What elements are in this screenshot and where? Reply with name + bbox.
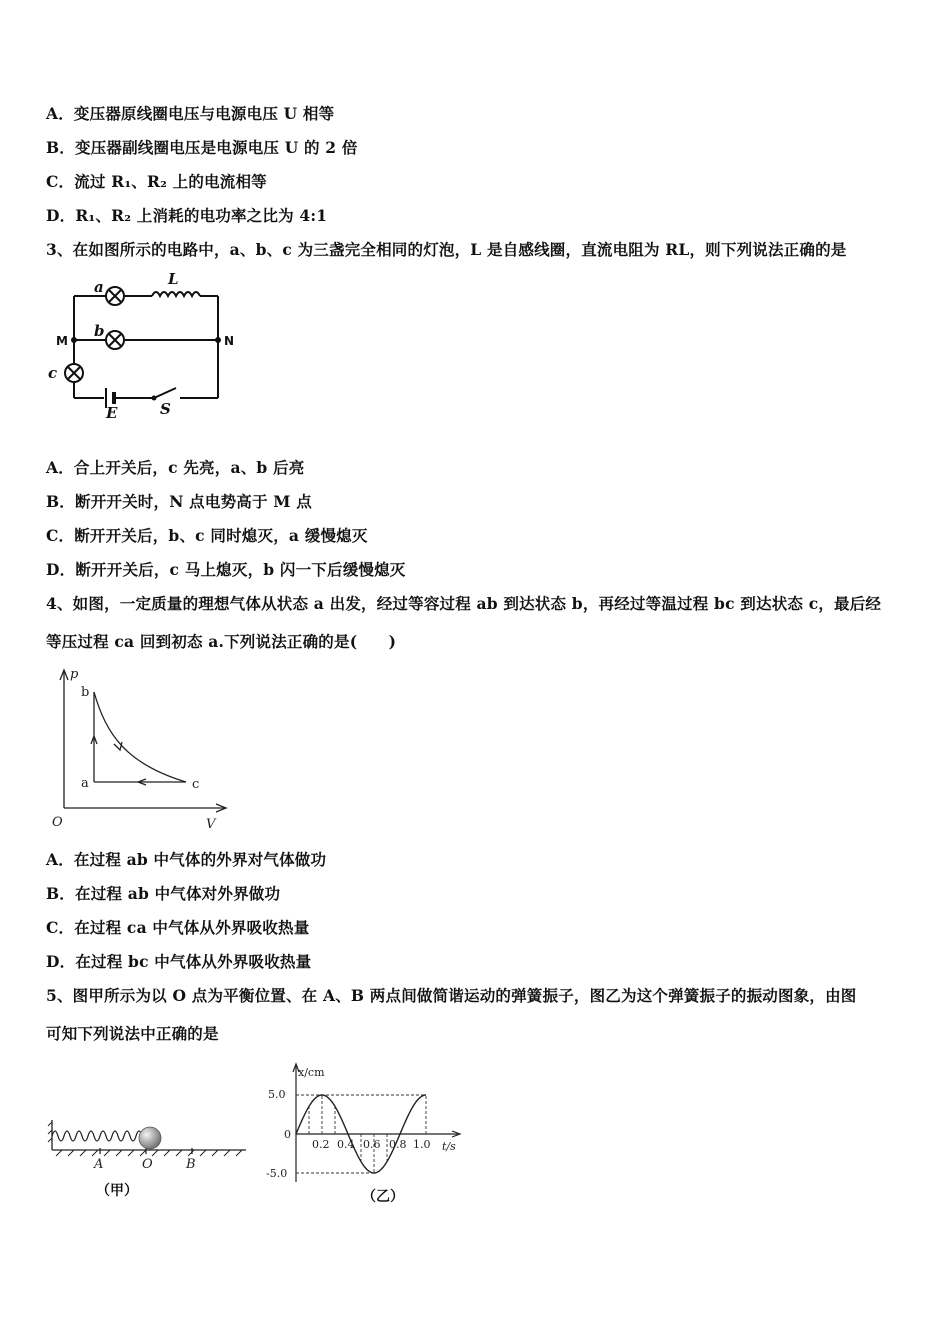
q4-option-d: D．在过程 bc 中气体从外界吸收热量 — [46, 952, 312, 971]
q3-stem: 3、在如图所示的电路中，a、b、c 为三盏完全相同的灯泡，L 是自感线圈，直流电阻为 RL，则下列说法正确的是 — [46, 240, 847, 259]
q3-label-E: E — [106, 404, 118, 420]
q3-label-M: M — [56, 334, 68, 348]
ytick-5: 5.0 — [268, 1088, 286, 1101]
xtick-0-4: 0.4 — [337, 1138, 355, 1151]
q4-label-O: O — [52, 815, 63, 830]
q2-option-c: C．流过 R₁、R₂ 上的电流相等 — [46, 172, 267, 191]
xtick-0-8: 0.8 — [389, 1138, 407, 1151]
q5-vibration-chart — [262, 1060, 467, 1190]
q3-circuit-figure — [44, 270, 244, 420]
q3-label-c: c — [48, 364, 58, 382]
q5-caption-yi: （乙） — [362, 1189, 404, 1205]
ytick-neg5: -5.0 — [266, 1167, 288, 1180]
q4-option-c: C．在过程 ca 中气体从外界吸收热量 — [46, 918, 310, 937]
q4-label-a: a — [81, 776, 89, 791]
q4-option-a: A．在过程 ab 中气体的外界对气体做功 — [46, 850, 327, 869]
q3-label-b: b — [94, 322, 105, 340]
q5-label-O: O — [142, 1157, 153, 1172]
q5-stem-line1: 5、图甲所示为以 O 点为平衡位置、在 A、B 两点间做简谐运动的弹簧振子，图乙为这个弹簧振子的振动图象，由图 — [46, 986, 857, 1005]
q5-label-A: A — [94, 1157, 104, 1172]
xtick-0-6: 0.6 — [363, 1138, 381, 1151]
q4-stem-line1: 4、如图，一定质量的理想气体从状态 a 出发，经过等容过程 ab 到达状态 b，再经过等温过程 bc 到达状态 c，最后经 — [46, 594, 882, 613]
q3-label-N: N — [224, 334, 235, 348]
q4-pv-diagram — [46, 664, 236, 834]
q4-stem-line2: 等压过程 ca 回到初态 a.下列说法正确的是( ) — [46, 632, 397, 651]
q4-label-V: V — [206, 817, 216, 832]
q5-stem-line2: 可知下列说法中正确的是 — [46, 1024, 219, 1043]
q3-label-a: a — [94, 278, 104, 296]
q3-option-a: A．合上开关后，c 先亮，a、b 后亮 — [46, 458, 305, 477]
q4-label-p: p — [70, 667, 79, 682]
q2-option-a: A．变压器原线圈电压与电源电压 U 相等 — [46, 104, 335, 123]
oscillator-ball — [139, 1127, 161, 1149]
q3-option-c: C．断开开关后，b、c 同时熄灭，a 缓慢熄灭 — [46, 526, 368, 545]
q5-caption-jia: （甲） — [96, 1183, 138, 1199]
q4-label-c: c — [192, 777, 200, 792]
ytick-0: 0 — [284, 1128, 291, 1141]
q3-label-S: S — [160, 400, 171, 418]
chart-ylabel: x/cm — [298, 1066, 325, 1079]
q2-option-b: B．变压器副线圈电压是电源电压 U 的 2 倍 — [46, 138, 358, 157]
q5-spring-figure — [46, 1112, 251, 1172]
q3-option-b: B．断开开关时，N 点电势高于 M 点 — [46, 492, 312, 511]
xtick-1-0: 1.0 — [413, 1138, 431, 1151]
q2-option-d: D．R₁、R₂ 上消耗的电功率之比为 4:1 — [46, 206, 328, 225]
q3-option-d: D．断开开关后，c 马上熄灭，b 闪一下后缓慢熄灭 — [46, 560, 406, 579]
q5-label-B: B — [186, 1157, 196, 1172]
q3-label-L: L — [168, 270, 179, 288]
chart-xlabel: t/s — [442, 1140, 456, 1153]
xtick-0-2: 0.2 — [312, 1138, 330, 1151]
q4-option-b: B．在过程 ab 中气体对外界做功 — [46, 884, 281, 903]
q4-label-b: b — [81, 685, 90, 700]
